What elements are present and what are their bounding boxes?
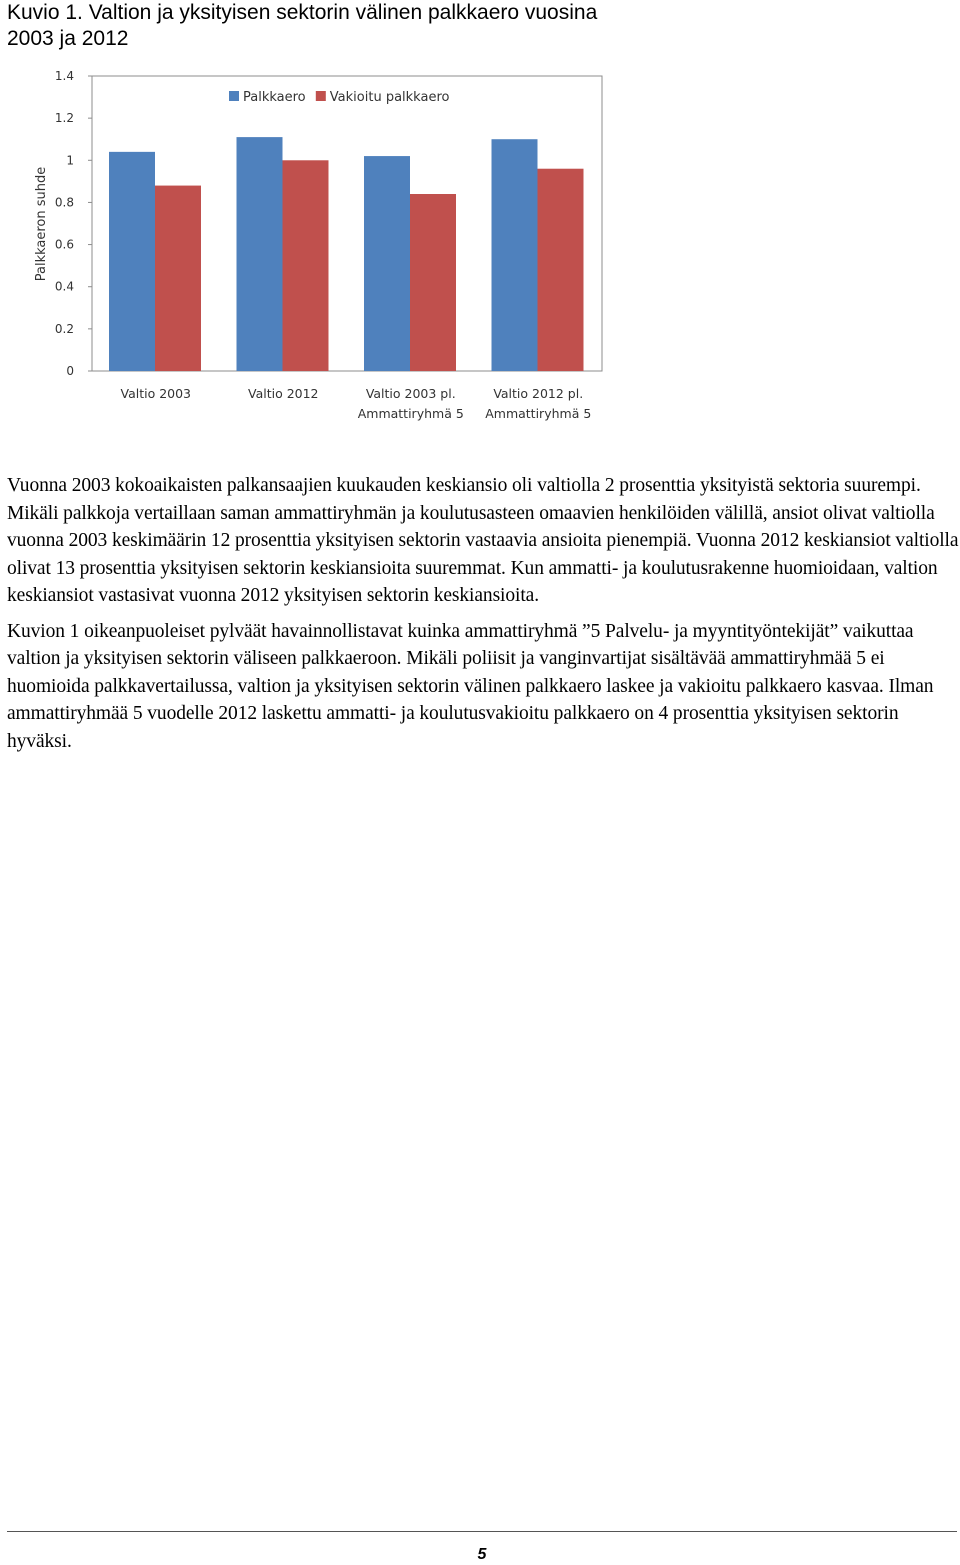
x-tick-label: Valtio 2003 pl. [365,386,456,401]
bar [283,160,329,371]
bar [492,139,538,371]
legend-swatch [229,91,239,101]
y-axis-label: Palkkaeron suhde [34,166,49,282]
y-tick-label: 0.4 [54,279,74,294]
bar [237,137,283,371]
bar-chart [26,60,616,430]
bar [109,152,155,371]
bar [410,194,456,371]
y-tick-label: 0.8 [54,195,74,210]
bar-chart-svg [26,60,616,430]
bar [155,186,201,371]
figure-caption-line-2: 2003 ja 2012 [7,27,129,50]
x-tick-label: Valtio 2003 [120,386,192,401]
figure-caption [7,0,947,52]
footer-divider [7,1531,957,1532]
y-tick-label: 1.2 [54,111,74,126]
bar [364,156,410,371]
figure-caption-line-1: Kuvio 1. Valtion ja yksityisen sektorin välinen palkkaero vuosina [7,1,598,24]
legend-label: Palkkaero [243,90,306,105]
y-tick-label: 0.2 [54,321,74,336]
page-number: 5 [477,1546,487,1563]
paragraph-1: Vuonna 2003 kokoaikaisten palkansaajien kuukauden keskiansio oli valtiolla 2 prosenttia yksityistä sektoria suurempi. Mikäli palkkoja vertaillaan saman ammattiryhmän ja koulutusasteen omaavien henkilöiden välillä, ansiot olivat valtiolla vuonna 2003 keskimäärin 12 prosenttia yksityisen sektorin vastaavia ansioita pienempiä. Vuonna 2012 keskiansiot valtiolla olivat 13 prosenttia yksityisen sektorin keskiansioita suuremmat. Kun ammatti- ja koulutusrakenne huomioidaan, valtion keskiansiot vastasivat vuonna 2012 yksityisen sektorin keskiansioita. [7,475,959,606]
legend-label: Vakioitu palkkaero [329,90,450,105]
legend-swatch [316,91,326,101]
y-tick-label: 1 [66,153,74,168]
y-tick-label: 1.4 [54,69,74,83]
bar [538,169,584,371]
y-tick-label: 0 [66,364,74,378]
x-tick-label: Valtio 2012 pl. [493,386,584,401]
body-text [7,472,960,763]
x-tick-label: Ammattiryhmä 5 [485,406,592,421]
x-tick-label: Valtio 2012 [247,386,319,401]
x-tick-label: Ammattiryhmä 5 [357,406,464,421]
paragraph-2: Kuvion 1 oikeanpuoleiset pylväät havainnollistavat kuinka ammattiryhmä ”5 Palvelu- ja myyntityöntekijät” vaikuttaa valtion ja yksityisen sektorin väliseen palkkaeroon. Mikäli poliisit ja vanginvartijat sisältävää ammattiryhmää 5 ei huomioida palkkavertailussa, valtion ja yksityisen sektorin välinen palkkaero laskee ja vakioitu palkkaero kasvaa. Ilman ammattiryhmää 5 vuodelle 2012 laskettu ammatti- ja koulutusvakioitu palkkaero on 4 prosenttia yksityisen sektorin hyväksi. [7,620,934,752]
y-tick-label: 0.6 [54,237,74,252]
